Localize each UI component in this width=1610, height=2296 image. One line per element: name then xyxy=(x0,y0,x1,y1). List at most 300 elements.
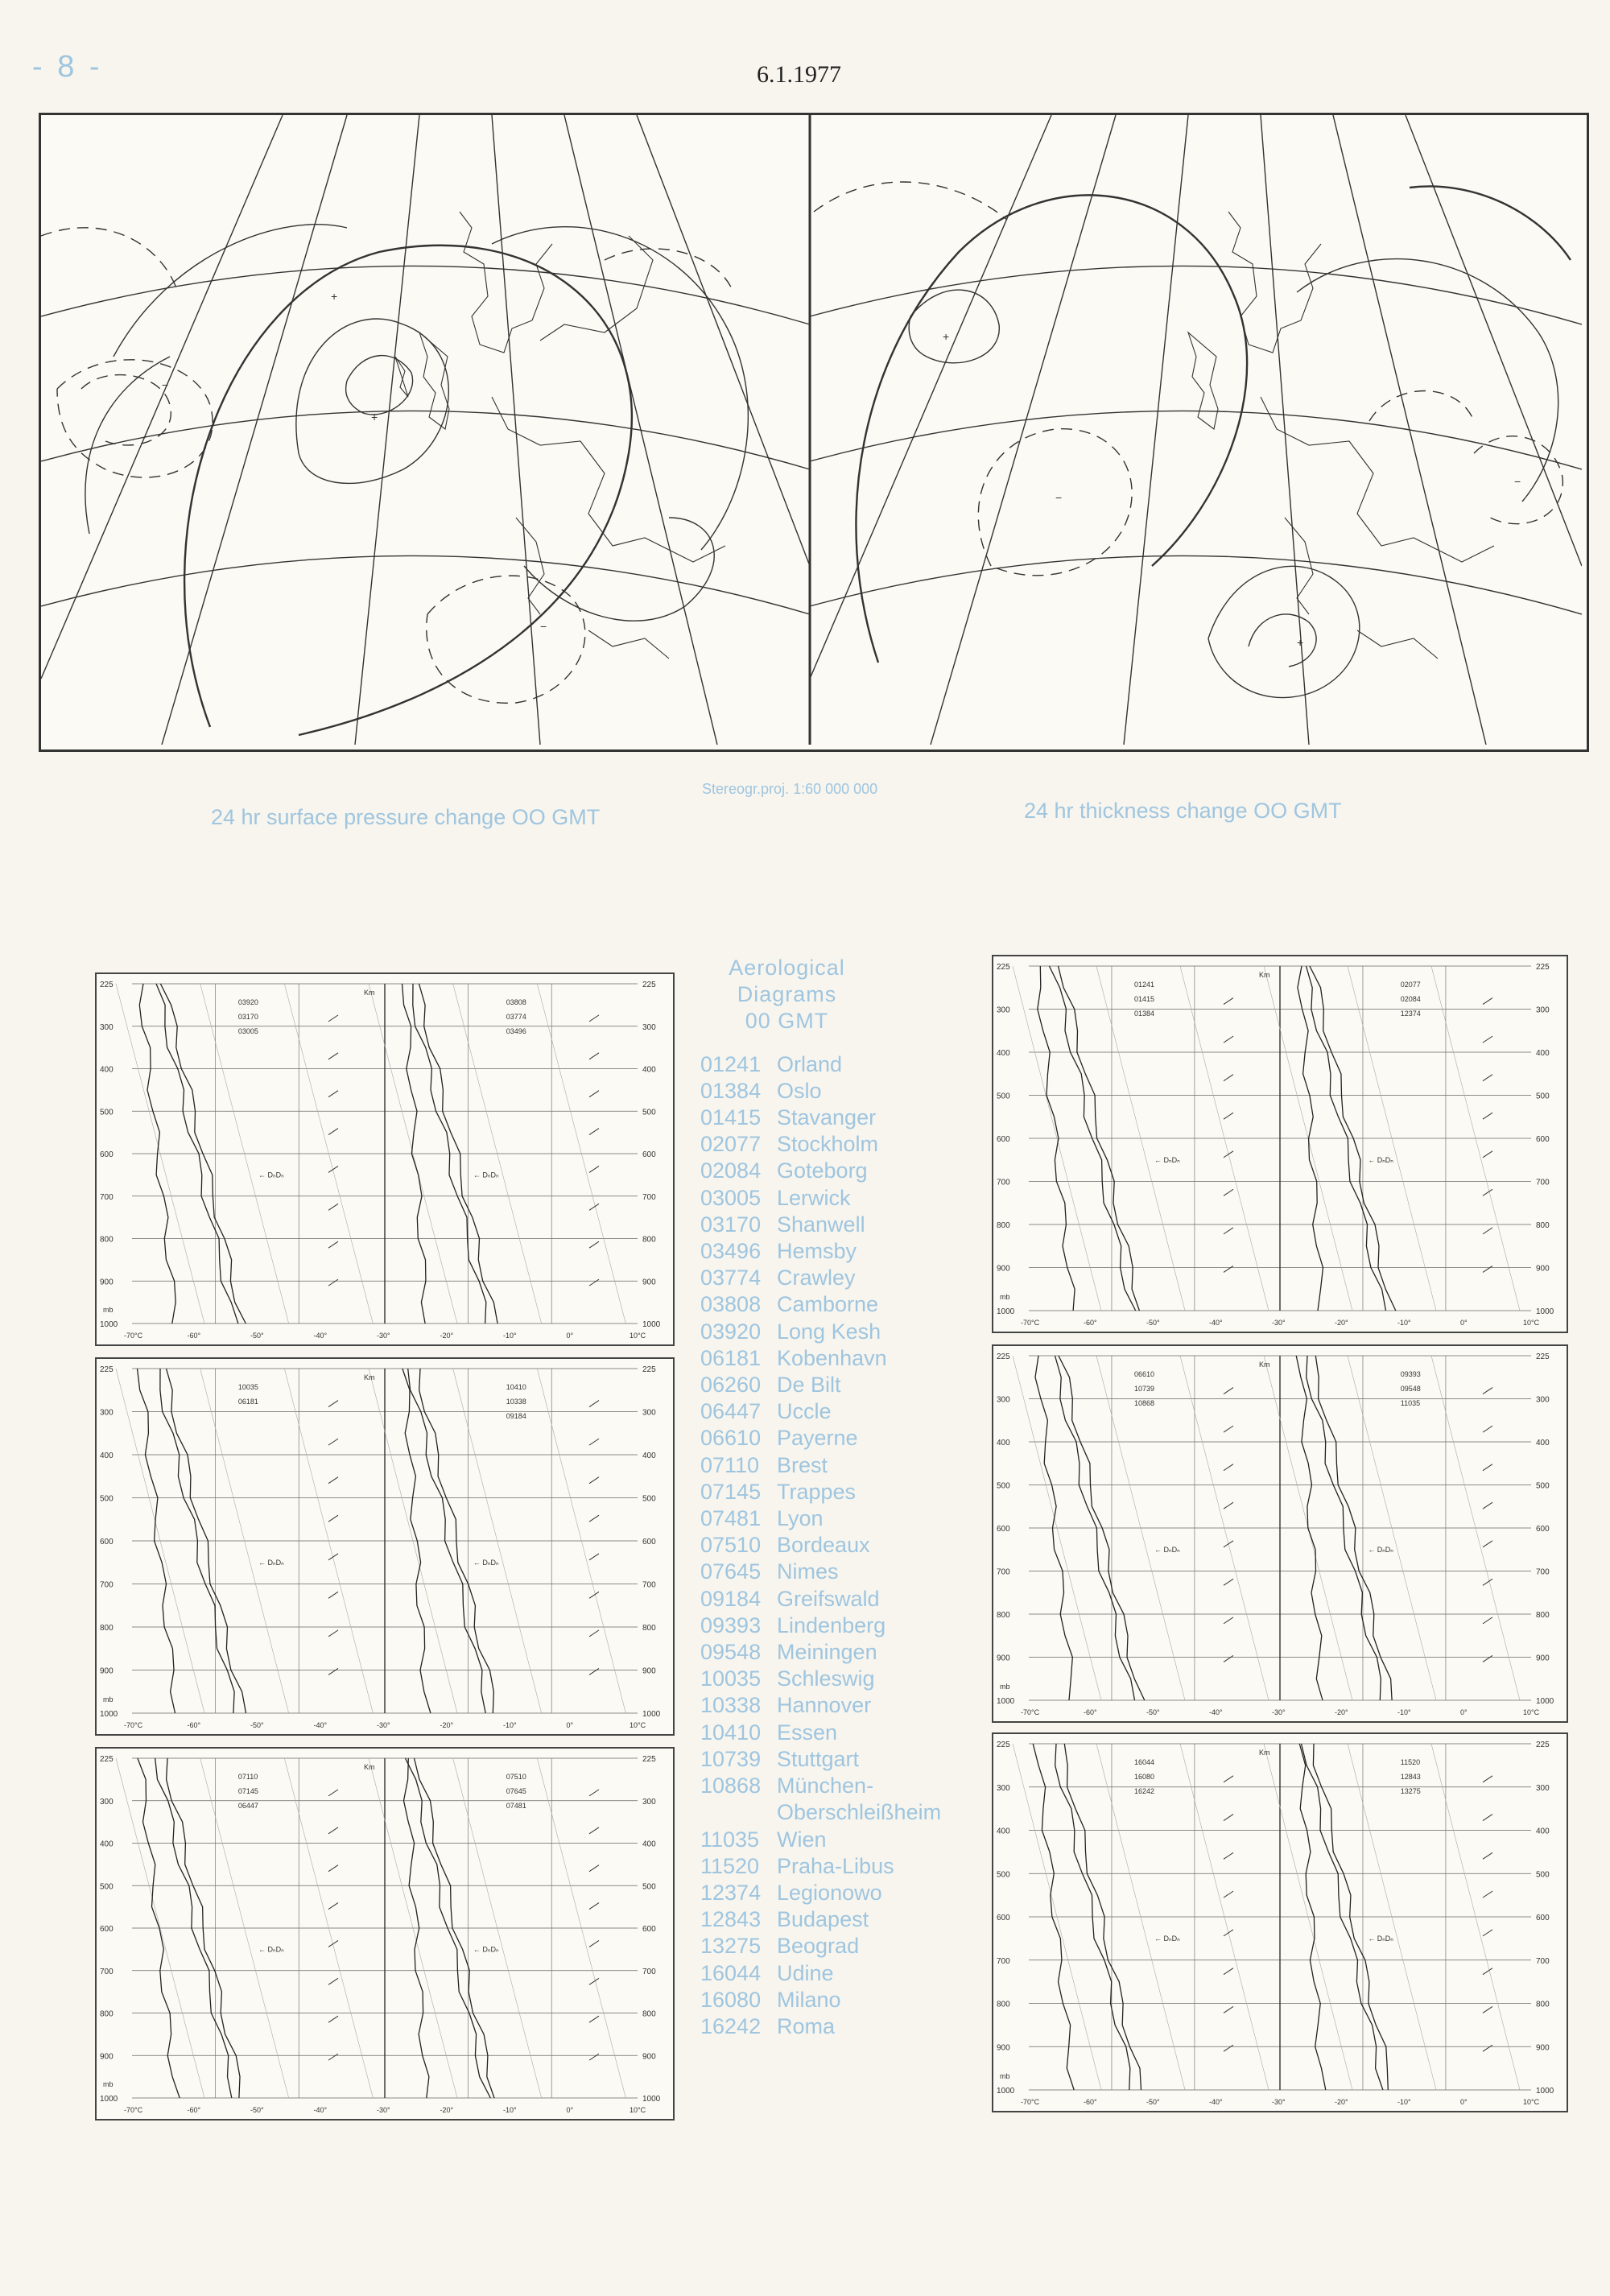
km-label: Km xyxy=(1259,971,1270,979)
pressure-label: 225 xyxy=(642,981,656,989)
station-code: 07145 xyxy=(700,1479,762,1504)
weather-maps xyxy=(39,113,1589,752)
pressure-label: 400 xyxy=(100,1840,114,1849)
station-code: 06610 xyxy=(700,1426,762,1451)
wind-barb xyxy=(1224,1617,1233,1624)
temperature-tick: -10° xyxy=(1397,1708,1411,1716)
mb-label: mb xyxy=(103,1695,114,1703)
temperature-tick: -70°C xyxy=(124,1721,143,1729)
wind-barb xyxy=(589,1592,599,1598)
pressure-label: 300 xyxy=(642,1797,656,1807)
station-code: 02084 xyxy=(700,1158,762,1183)
station-name: Payerne xyxy=(777,1426,858,1451)
station-name: Oberschleißheim xyxy=(777,1800,942,1825)
wind-barb xyxy=(1224,2006,1233,2013)
wind-barb xyxy=(328,1790,338,1796)
pressure-label: 300 xyxy=(997,1783,1010,1793)
temperature-tick: -20° xyxy=(440,1721,454,1729)
station-row xyxy=(700,1987,966,2013)
wind-barb xyxy=(328,1204,338,1210)
pressure-label: 300 xyxy=(1536,1395,1550,1405)
svg-text:−: − xyxy=(1055,491,1063,504)
station-row xyxy=(700,1425,966,1452)
wind-barb xyxy=(1483,1036,1492,1043)
station-name: Essen xyxy=(777,1720,838,1745)
pressure-label: 700 xyxy=(642,1192,656,1202)
pressure-label: 400 xyxy=(997,1827,1010,1836)
temperature-tick: 10°C xyxy=(630,1721,646,1729)
pressure-label: 400 xyxy=(642,1452,656,1460)
station-rows xyxy=(700,1051,966,2041)
wind-barb xyxy=(328,2016,338,2022)
dewpoint-depression-label: ← DₙDₙ xyxy=(1368,1155,1393,1164)
dewpoint-depression-label: ← DₙDₙ xyxy=(473,1945,499,1954)
wind-barb xyxy=(1224,1151,1233,1158)
wind-barb xyxy=(589,1439,599,1445)
temperature-tick: -30° xyxy=(1272,2098,1286,2106)
pressure-label: 500 xyxy=(100,1108,114,1117)
station-code: 10410 xyxy=(700,1720,762,1745)
station-code: 09548 xyxy=(700,1640,762,1665)
wind-barb xyxy=(1224,1852,1233,1859)
diagram-station-id: 10035 xyxy=(237,1383,258,1391)
station-row xyxy=(700,1853,966,1880)
diagram-station-id: 09548 xyxy=(1400,1385,1421,1393)
temperature-tick: -30° xyxy=(1272,1708,1286,1716)
station-row xyxy=(700,1238,966,1265)
dewpoint-depression-label: ← DₙDₙ xyxy=(1154,1545,1180,1554)
pressure-label: 700 xyxy=(997,1178,1010,1187)
pressure-label: 600 xyxy=(100,1150,114,1159)
wind-barb xyxy=(589,1630,599,1637)
station-row xyxy=(700,1532,966,1559)
station-name: Uccle xyxy=(777,1399,832,1424)
km-label: Km xyxy=(364,989,375,997)
svg-text:−: − xyxy=(1514,475,1521,488)
station-row xyxy=(700,1773,966,1799)
page-date: 6.1.1977 xyxy=(757,61,841,88)
temperature-tick: -10° xyxy=(503,2106,517,2114)
wind-barb xyxy=(1224,1968,1233,1975)
station-code: 06260 xyxy=(700,1373,762,1398)
pressure-label: 225 xyxy=(100,1365,114,1374)
wind-barb xyxy=(1483,1426,1492,1432)
wind-barb xyxy=(589,1903,599,1910)
station-name: Budapest xyxy=(777,1907,869,1932)
pressure-label: 700 xyxy=(100,1192,114,1202)
pressure-label: 400 xyxy=(1536,1439,1550,1447)
wind-barb xyxy=(589,1477,599,1484)
station-name: Lerwick xyxy=(777,1185,851,1210)
pressure-label: 500 xyxy=(997,1481,1010,1491)
pressure-label: 300 xyxy=(100,1022,114,1032)
pressure-label: 225 xyxy=(100,1755,114,1764)
pressure-label: 700 xyxy=(100,1967,114,1976)
wind-barb xyxy=(1483,1815,1492,1821)
pressure-label: 500 xyxy=(1536,1481,1550,1491)
wind-barb xyxy=(589,1091,599,1097)
mb-label: mb xyxy=(103,1306,114,1314)
station-name: Meiningen xyxy=(777,1640,877,1665)
pressure-label: 700 xyxy=(997,1567,1010,1577)
wind-barb xyxy=(589,1279,599,1286)
left-map-caption: 24 hr surface pressure change OO GMT xyxy=(211,805,601,829)
pressure-label: 500 xyxy=(642,1108,656,1117)
wind-barb xyxy=(328,1592,338,1598)
diagram-station-id: 11520 xyxy=(1400,1758,1421,1766)
temperature-tick: -60° xyxy=(187,1332,201,1340)
pressure-label: 800 xyxy=(100,2009,114,2019)
pressure-label: 1000 xyxy=(642,1320,661,1329)
station-name: Roma xyxy=(777,2013,836,2038)
temperature-tick: 10°C xyxy=(1523,2098,1540,2106)
temperature-tick: 0° xyxy=(1460,1708,1468,1716)
pressure-label: 225 xyxy=(642,1755,656,1764)
temperature-tick: -30° xyxy=(377,2106,390,2114)
station-row xyxy=(700,1131,966,1158)
station-code: 10739 xyxy=(700,1746,762,1771)
station-name: Hemsby xyxy=(777,1239,857,1264)
pressure-label: 1000 xyxy=(1536,1697,1554,1706)
station-name: Oslo xyxy=(777,1078,822,1103)
temperature-tick: -30° xyxy=(1272,1319,1286,1327)
station-row xyxy=(700,1613,966,1639)
station-name: De Bilt xyxy=(777,1373,841,1398)
pressure-label: 225 xyxy=(997,1352,1010,1361)
station-row xyxy=(700,1319,966,1345)
pressure-label: 800 xyxy=(642,1235,656,1245)
wind-barb xyxy=(1483,1541,1492,1547)
pressure-label: 400 xyxy=(997,1439,1010,1447)
wind-barb xyxy=(1224,1891,1233,1898)
mb-label: mb xyxy=(1000,2072,1010,2080)
svg-text:−: − xyxy=(162,378,169,391)
station-code: 09393 xyxy=(700,1613,762,1637)
station-row xyxy=(700,2013,966,2040)
pressure-label: 700 xyxy=(1536,1178,1550,1187)
pressure-label: 500 xyxy=(100,1494,114,1504)
station-name: Kobenhavn xyxy=(777,1345,887,1370)
dewpoint-depression-label: ← DₙDₙ xyxy=(1154,1155,1180,1164)
station-row xyxy=(700,1827,966,1853)
temperature-tick: -70°C xyxy=(1021,2098,1040,2106)
aerological-diagram-right-2 xyxy=(992,1344,1568,1723)
station-row xyxy=(700,1639,966,1666)
pressure-label: 900 xyxy=(100,1278,114,1287)
wind-barb xyxy=(328,1668,338,1675)
temperature-tick: -20° xyxy=(440,1332,454,1340)
dewpoint-depression-label: ← DₙDₙ xyxy=(1368,1935,1393,1943)
temperature-tick: -40° xyxy=(1209,1708,1223,1716)
diagram-station-id: 07645 xyxy=(506,1787,526,1795)
temperature-tick: -60° xyxy=(1084,1319,1097,1327)
station-row xyxy=(700,1452,966,1479)
wind-barb xyxy=(589,1204,599,1210)
page-number: - 8 - xyxy=(32,50,103,84)
right-map-caption: 24 hr thickness change OO GMT xyxy=(1024,799,1342,823)
station-name: Stavanger xyxy=(777,1105,877,1130)
station-row xyxy=(700,1692,966,1719)
pressure-label: 600 xyxy=(1536,1525,1550,1534)
pressure-label: 225 xyxy=(997,963,1010,972)
diagram-station-id: 10868 xyxy=(1134,1399,1155,1407)
wind-barb xyxy=(1483,998,1492,1005)
pressure-label: 600 xyxy=(1536,1914,1550,1922)
station-name: Goteborg xyxy=(777,1158,868,1183)
pressure-label: 800 xyxy=(997,1611,1010,1620)
pressure-label: 900 xyxy=(997,1654,1010,1663)
pressure-label: 1000 xyxy=(997,1307,1015,1316)
pressure-label: 500 xyxy=(100,1882,114,1892)
station-row xyxy=(700,1960,966,1987)
pressure-label: 900 xyxy=(642,1666,656,1676)
temperature-tick: -30° xyxy=(377,1721,390,1729)
station-code: 02077 xyxy=(700,1132,762,1157)
station-code: 03808 xyxy=(700,1292,762,1317)
pressure-label: 900 xyxy=(1536,2043,1550,2053)
pressure-label: 400 xyxy=(1536,1049,1550,1058)
temperature-tick: -20° xyxy=(1335,1708,1348,1716)
pressure-label: 400 xyxy=(100,1065,114,1075)
diagram-station-id: 06447 xyxy=(237,1802,258,1810)
pressure-label: 400 xyxy=(997,1049,1010,1058)
wind-barb xyxy=(589,1554,599,1560)
aerological-title-line-3: 00 GMT xyxy=(745,1009,829,1034)
pressure-label: 400 xyxy=(100,1452,114,1460)
diagram-canvas xyxy=(993,1346,1567,1721)
station-name: Crawley xyxy=(777,1266,856,1290)
temperature-tick: -40° xyxy=(1209,1319,1223,1327)
station-row xyxy=(700,1212,966,1238)
wind-barb xyxy=(328,1129,338,1135)
svg-text:+: + xyxy=(331,290,338,303)
temperature-tick: 0° xyxy=(1460,1319,1468,1327)
pressure-label: 800 xyxy=(100,1235,114,1245)
station-code: 11520 xyxy=(700,1853,760,1878)
km-label: Km xyxy=(1259,1749,1270,1757)
diagram-station-id: 02077 xyxy=(1400,981,1421,989)
wind-barb xyxy=(328,1279,338,1286)
wind-barb xyxy=(1483,1189,1492,1195)
diagram-station-id: 10739 xyxy=(1134,1385,1155,1393)
diagram-station-id: 03005 xyxy=(237,1027,258,1035)
pressure-label: 700 xyxy=(642,1967,656,1976)
diagram-station-id: 01415 xyxy=(1134,995,1155,1003)
station-row xyxy=(700,1291,966,1318)
station-code: 03005 xyxy=(700,1185,762,1210)
diagram-station-id: 10338 xyxy=(506,1398,526,1406)
wind-barb xyxy=(328,1439,338,1445)
wind-barb xyxy=(1224,1075,1233,1081)
diagram-station-id: 10410 xyxy=(506,1383,526,1391)
temperature-tick: 0° xyxy=(566,1332,574,1340)
pressure-label: 300 xyxy=(642,1022,656,1032)
wind-barb xyxy=(589,1515,599,1522)
station-name: Legionowo xyxy=(777,1880,882,1905)
wind-barb xyxy=(589,1241,599,1248)
diagram-station-id: 03920 xyxy=(237,998,258,1006)
wind-barb xyxy=(1483,1655,1492,1662)
station-row xyxy=(700,1345,966,1372)
station-name: Stuttgart xyxy=(777,1746,860,1771)
pressure-label: 800 xyxy=(1536,2000,1550,2009)
weather-maps-drawing xyxy=(41,115,1582,745)
station-name: Nimes xyxy=(777,1559,839,1584)
mb-label: mb xyxy=(1000,1683,1010,1691)
wind-barb xyxy=(1483,1075,1492,1081)
aerological-title-line-2: Diagrams xyxy=(737,982,837,1007)
wind-barb xyxy=(1224,1228,1233,1234)
temperature-tick: -70°C xyxy=(124,2106,143,2114)
station-code: 10035 xyxy=(700,1666,762,1691)
pressure-label: 225 xyxy=(1536,963,1550,972)
pressure-label: 800 xyxy=(997,2000,1010,2009)
wind-barb xyxy=(1483,1891,1492,1898)
station-row xyxy=(700,1906,966,1933)
pressure-label: 300 xyxy=(100,1408,114,1418)
pressure-label: 300 xyxy=(642,1408,656,1418)
pressure-label: 900 xyxy=(100,2052,114,2062)
pressure-label: 800 xyxy=(642,1624,656,1633)
diagram-station-id: 07481 xyxy=(506,1802,526,1810)
station-name: Bordeaux xyxy=(777,1533,870,1558)
wind-barb xyxy=(328,1091,338,1097)
pressure-label: 1000 xyxy=(100,1710,118,1719)
wind-barb xyxy=(589,1668,599,1675)
pressure-label: 225 xyxy=(997,1741,1010,1749)
pressure-label: 600 xyxy=(100,1925,114,1934)
pressure-label: 300 xyxy=(100,1797,114,1807)
pressure-label: 500 xyxy=(642,1494,656,1504)
diagram-station-id: 11035 xyxy=(1400,1399,1421,1407)
wind-barb xyxy=(1483,1266,1492,1272)
pressure-label: 800 xyxy=(997,1221,1010,1230)
wind-barb xyxy=(1224,1189,1233,1195)
svg-text:+: + xyxy=(371,411,378,423)
pressure-label: 800 xyxy=(1536,1611,1550,1620)
aerological-station-list xyxy=(700,955,966,2040)
wind-barb xyxy=(328,1053,338,1059)
temperature-tick: -40° xyxy=(313,1332,328,1340)
pressure-label: 500 xyxy=(997,1092,1010,1101)
diagram-station-id: 06181 xyxy=(237,1398,258,1406)
mb-label: mb xyxy=(103,2080,114,2088)
svg-text:+: + xyxy=(943,330,950,343)
temperature-tick: -10° xyxy=(503,1332,517,1340)
wind-barb xyxy=(1483,2045,1492,2051)
station-code: 07481 xyxy=(700,1506,762,1531)
km-label: Km xyxy=(1259,1361,1270,1369)
pressure-label: 225 xyxy=(1536,1352,1550,1361)
pressure-label: 400 xyxy=(642,1065,656,1075)
temperature-tick: 0° xyxy=(566,1721,574,1729)
station-name: Long Kesh xyxy=(777,1319,881,1344)
station-code: 01241 xyxy=(700,1051,762,1076)
wind-barb xyxy=(1483,1617,1492,1624)
wind-barb xyxy=(1483,1579,1492,1585)
wind-barb xyxy=(589,1790,599,1796)
aerological-diagram-right-1 xyxy=(992,955,1568,1333)
pressure-label: 1000 xyxy=(1536,1307,1554,1316)
station-row xyxy=(700,1666,966,1692)
pressure-label: 300 xyxy=(1536,1006,1550,1015)
station-name: Orland xyxy=(777,1051,843,1076)
station-row xyxy=(700,1479,966,1505)
wind-barb xyxy=(328,1241,338,1248)
station-code: 01415 xyxy=(700,1105,762,1130)
station-row xyxy=(700,1880,966,1906)
pressure-label: 600 xyxy=(997,1135,1010,1144)
diagram-station-id: 16080 xyxy=(1134,1773,1155,1781)
wind-barb xyxy=(1224,998,1233,1005)
aerological-title-line-1: Aerological xyxy=(729,956,845,980)
temperature-tick: -10° xyxy=(1397,2098,1411,2106)
station-name: Stockholm xyxy=(777,1132,879,1157)
pressure-label: 300 xyxy=(997,1395,1010,1405)
diagram-station-id: 06610 xyxy=(1134,1370,1155,1378)
wind-barb xyxy=(1483,1113,1492,1119)
dewpoint-depression-label: ← DₙDₙ xyxy=(473,1171,499,1179)
pressure-label: 400 xyxy=(642,1840,656,1849)
wind-barb xyxy=(1224,1036,1233,1043)
temperature-tick: -50° xyxy=(250,2106,264,2114)
dewpoint-depression-label: ← DₙDₙ xyxy=(258,1945,284,1954)
wind-barb xyxy=(1483,1930,1492,1936)
svg-text:+: + xyxy=(1297,636,1304,649)
station-row xyxy=(700,1051,966,1078)
diagram-station-id: 12374 xyxy=(1400,1010,1421,1018)
station-row xyxy=(700,1158,966,1184)
temperature-tick: -60° xyxy=(187,2106,201,2114)
dewpoint-depression-label: ← DₙDₙ xyxy=(473,1558,499,1567)
diagram-station-id: 02084 xyxy=(1400,995,1421,1003)
wind-barb xyxy=(1483,1464,1492,1471)
station-name: Milano xyxy=(777,1987,841,2012)
temperature-tick: -40° xyxy=(313,2106,328,2114)
station-code: 12843 xyxy=(700,1907,762,1932)
temperature-tick: -20° xyxy=(1335,1319,1348,1327)
wind-barb xyxy=(1224,1579,1233,1585)
diagram-station-id: 12843 xyxy=(1400,1773,1421,1781)
wind-barb xyxy=(1224,1426,1233,1432)
wind-barb xyxy=(589,2016,599,2022)
temperature-tick: -30° xyxy=(377,1332,390,1340)
station-row xyxy=(700,1398,966,1425)
pressure-label: 800 xyxy=(1536,1221,1550,1230)
station-row xyxy=(700,1265,966,1291)
temperature-tick: -50° xyxy=(250,1721,264,1729)
station-name: Brest xyxy=(777,1452,828,1477)
aerological-title xyxy=(700,955,873,1035)
station-code: 11035 xyxy=(700,1827,760,1852)
station-name: Wien xyxy=(777,1827,827,1852)
pressure-label: 600 xyxy=(100,1538,114,1546)
wind-barb xyxy=(328,1865,338,1872)
station-code: 07510 xyxy=(700,1533,762,1558)
temperature-tick: -50° xyxy=(1146,1319,1160,1327)
pressure-label: 500 xyxy=(997,1870,1010,1880)
temperature-tick: -70°C xyxy=(1021,1319,1040,1327)
station-name: München- xyxy=(777,1774,874,1798)
dewpoint-depression-label: ← DₙDₙ xyxy=(258,1171,284,1179)
pressure-label: 1000 xyxy=(642,2095,661,2104)
pressure-label: 700 xyxy=(642,1580,656,1590)
wind-barb xyxy=(589,1865,599,1872)
pressure-label: 600 xyxy=(1536,1135,1550,1144)
wind-barb xyxy=(589,1129,599,1135)
station-row xyxy=(700,1078,966,1105)
station-name: Praha-Libus xyxy=(777,1853,894,1878)
